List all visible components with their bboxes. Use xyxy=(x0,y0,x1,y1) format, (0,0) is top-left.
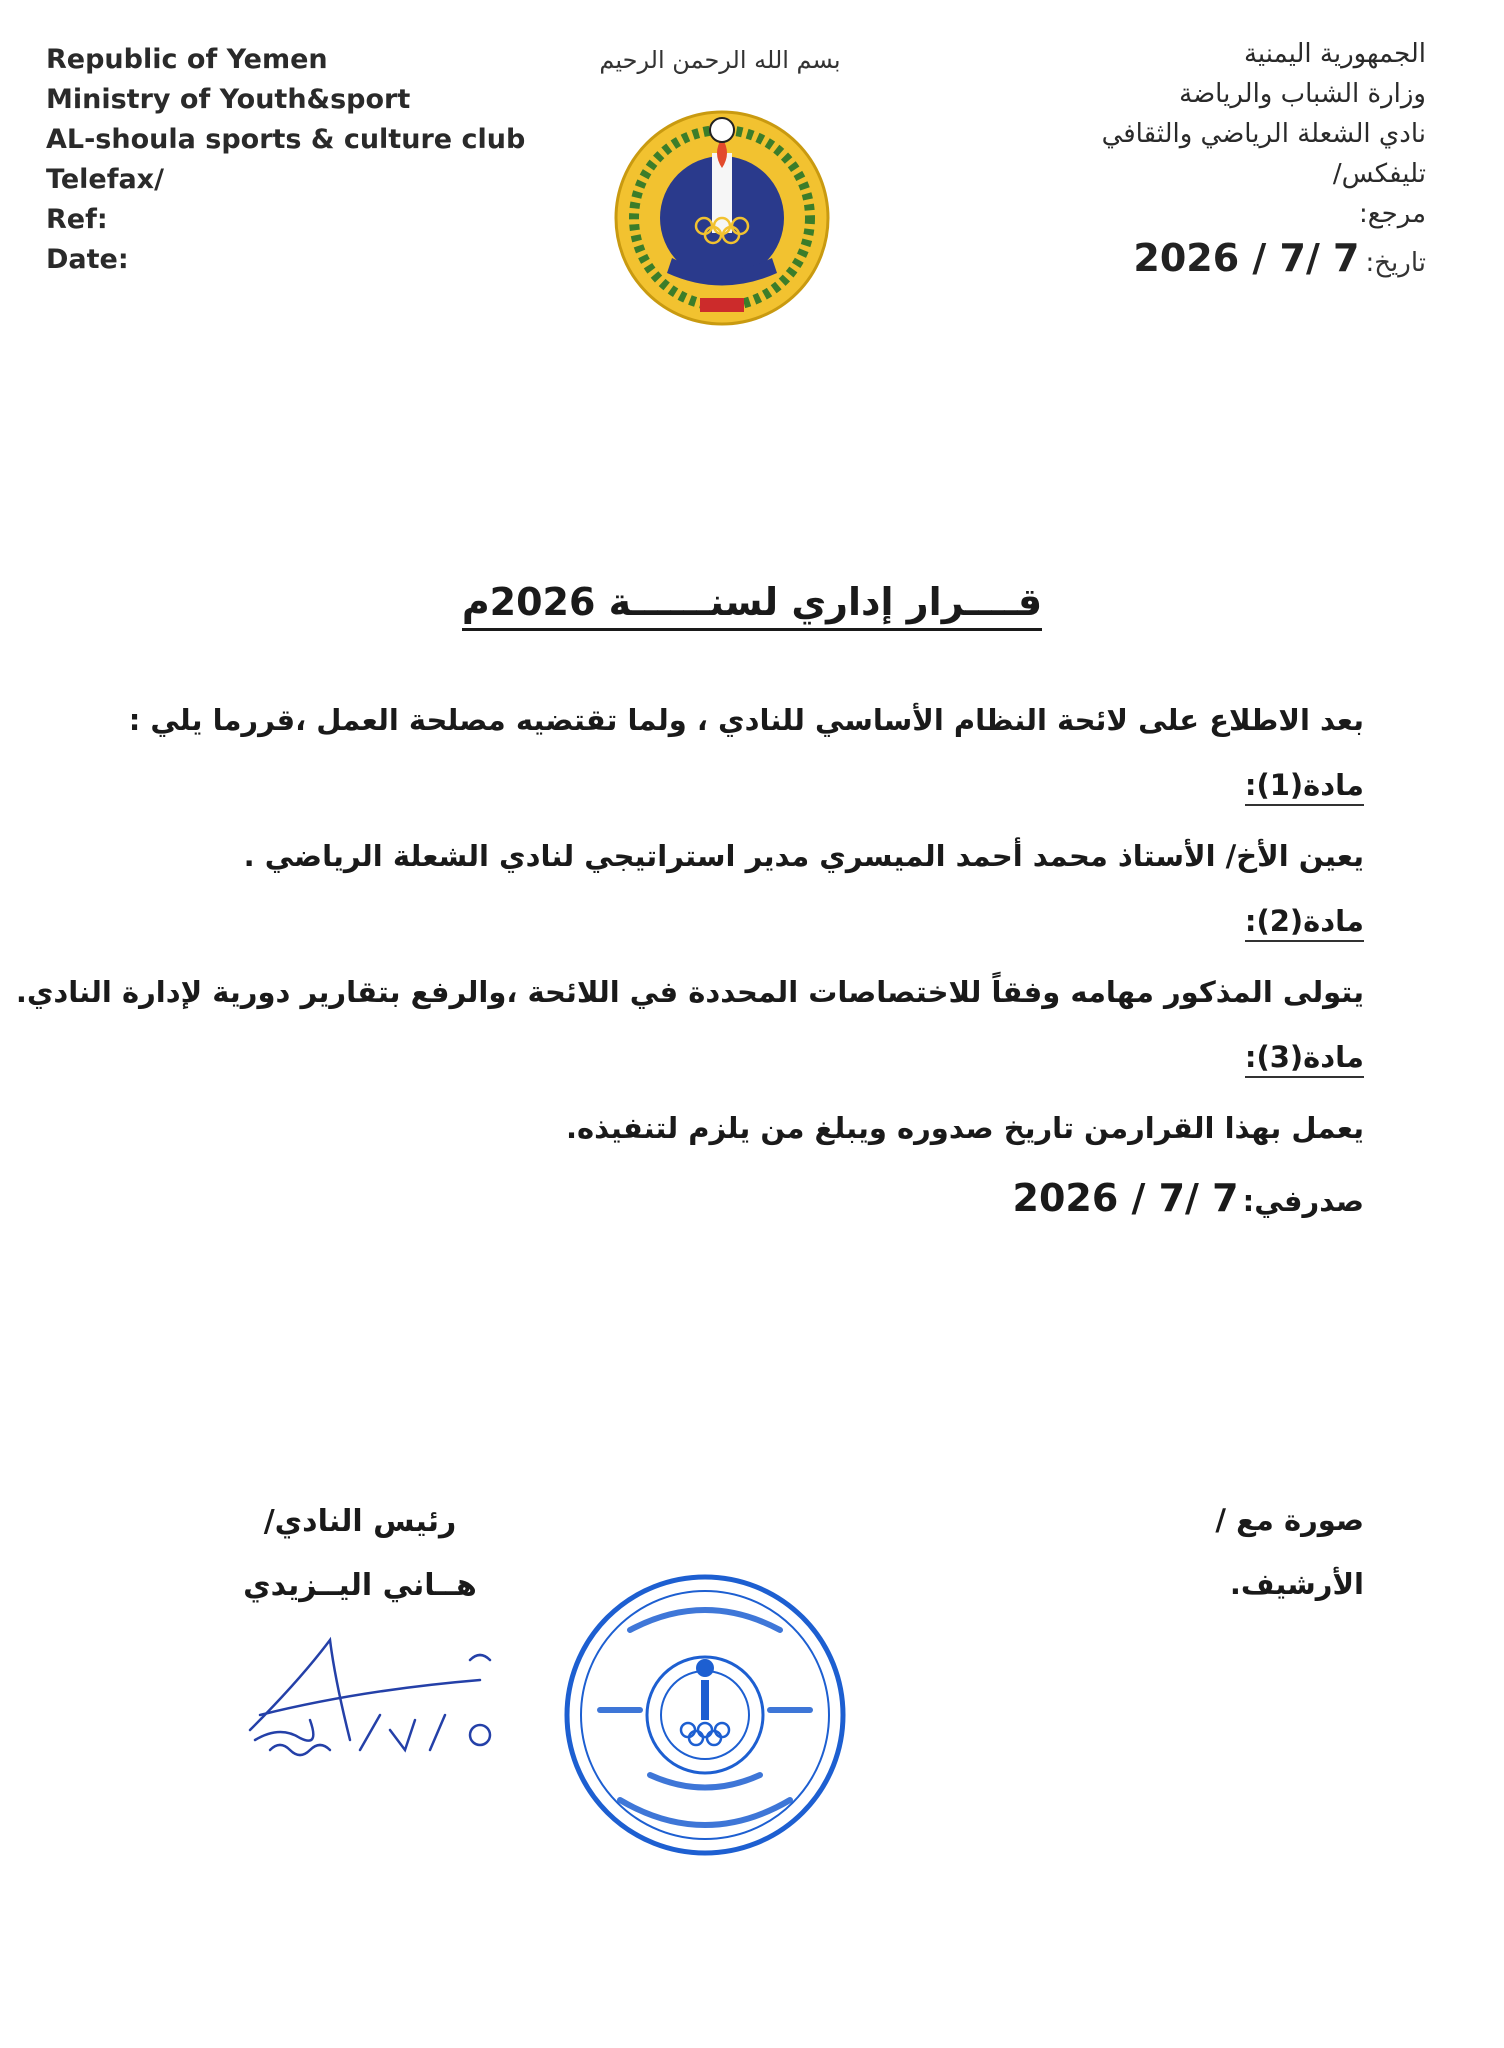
handwritten-signature xyxy=(240,1620,530,1770)
copy-to-block xyxy=(1215,1488,1364,1616)
article-3-label: مادة(3): xyxy=(1245,1040,1364,1078)
official-stamp-seal xyxy=(560,1570,850,1860)
date-value-ar: 2026 / 7/ 7 xyxy=(1133,236,1360,280)
title-wrap xyxy=(0,580,1504,631)
article-2-label: مادة(2): xyxy=(1245,904,1364,942)
issued-label: صدرفي: xyxy=(1242,1184,1364,1218)
issued-row xyxy=(124,1176,1364,1244)
date-row-ar xyxy=(906,236,1426,280)
article-1-text: يعين الأخ/ الأستاذ محمد أحمد الميسري مدير استراتيجي لنادي الشعلة الرياضي . xyxy=(243,839,1364,873)
article-3-text: يعمل بهذا القرارمن تاريخ صدوره ويبلغ من يلزم لتنفيذه. xyxy=(565,1111,1364,1145)
ref-en: Ref: xyxy=(46,204,108,235)
letterhead-arabic xyxy=(906,34,1426,280)
president-title: رئيس النادي/ xyxy=(263,1504,457,1539)
date-label-ar: تاريخ: xyxy=(1365,248,1426,278)
club-logo xyxy=(612,108,832,328)
intro-paragraph: بعد الاطلاع على لائحة النظام الأساسي للنادي ، ولما تقتضيه مصلحة العمل ،قررما يلي : xyxy=(128,703,1364,737)
president-block xyxy=(200,1490,520,1618)
decision-title: قــــرار إداري لسنــــــة 2026م xyxy=(462,580,1042,631)
ministry-ar: وزارة الشباب والرياضة xyxy=(1179,79,1426,109)
decision-body xyxy=(15,700,1364,1244)
letterhead-english xyxy=(46,40,566,280)
article-2-text: يتولى المذكور مهامه وفقاً للاختصاصات المحددة في اللائحة ،والرفع بتقارير دورية لإدارة النادي. xyxy=(15,975,1364,1009)
basmala: بسم الله الرحمن الرحيم xyxy=(599,46,841,74)
copy-to-archive: الأرشيف. xyxy=(1229,1567,1364,1601)
telefax-en: Telefax/ xyxy=(46,164,164,195)
club-ar: نادي الشعلة الرياضي والثقافي xyxy=(1101,119,1426,149)
article-1-label: مادة(1): xyxy=(1245,768,1364,806)
ref-ar: مرجع: xyxy=(1359,199,1426,229)
president-name: هــاني اليــزيدي xyxy=(243,1568,477,1603)
copy-to-label: صورة مع / xyxy=(1215,1503,1364,1537)
date-en: Date: xyxy=(46,244,129,275)
issued-date: 2026 / 7/ 7 xyxy=(1012,1176,1239,1220)
country-en: Republic of Yemen xyxy=(46,44,328,75)
country-ar: الجمهورية اليمنية xyxy=(1243,39,1426,69)
ministry-en: Ministry of Youth&sport xyxy=(46,84,411,115)
telefax-ar: تليفكس/ xyxy=(1332,159,1426,189)
club-en: AL-shoula sports & culture club xyxy=(46,124,526,155)
